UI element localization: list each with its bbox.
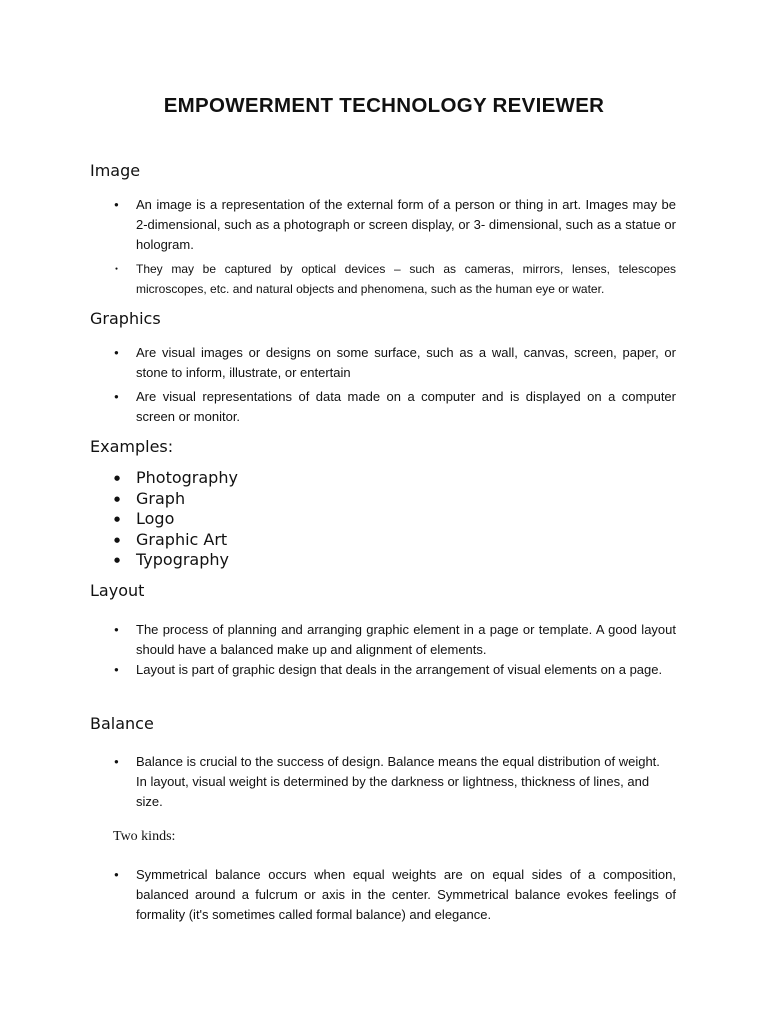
image-bullet-list-2	[0, 259, 676, 299]
list-item: ● Graph	[0, 489, 676, 510]
list-item: ● Typography	[0, 550, 676, 571]
list-item: ● Balance is crucial to the success of design. Balance means the equal distribution of weight. In layout, visual weight is determined by the darkness or lightness, thickness of lines, and size.	[0, 752, 666, 812]
list-item: ● Are visual images or designs on some surface, such as a wall, canvas, screen, paper, or stone to inform, illustrate, or entertain	[0, 343, 676, 383]
examples-list	[0, 468, 676, 571]
heading-balance: Balance	[90, 714, 154, 733]
list-item: ● An image is a representation of the external form of a person or thing in art. Images may be 2-dimensional, such as a photograph or screen display, or 3- dimensional, such as a statue or hologram.	[0, 195, 676, 255]
heading-examples: Examples:	[90, 437, 174, 456]
page-title: EMPOWERMENT TECHNOLOGY REVIEWER	[163, 94, 605, 117]
list-item: ● Are visual representations of data made on a computer and is displayed on a computer screen or monitor.	[0, 387, 676, 427]
list-item: ● Symmetrical balance occurs when equal weights are on equal sides of a composition, balanced around a fulcrum or axis in the center. Symmetrical balance evokes feelings of formality (it's sometimes called formal balance) and elegance.	[0, 865, 676, 925]
balance-bullet-list	[0, 752, 666, 812]
balance-kinds-list	[0, 865, 676, 925]
heading-layout: Layout	[90, 581, 145, 600]
list-item: ● The process of planning and arranging graphic element in a page or template. A good layout should have a balanced make up and alignment of elements.	[0, 620, 676, 660]
list-item: ● Layout is part of graphic design that deals in the arrangement of visual elements on a page.	[0, 660, 676, 680]
list-item: ● Graphic Art	[0, 530, 676, 551]
heading-image: Image	[90, 161, 141, 180]
heading-graphics: Graphics	[90, 309, 161, 328]
list-item: ● They may be captured by optical devices – such as cameras, mirrors, lenses, telescopes microscopes, etc. and natural objects and phenomena, such as the human eye or water.	[0, 259, 676, 299]
graphics-bullet-list	[0, 343, 676, 427]
layout-bullet-list	[0, 620, 676, 680]
two-kinds-note: Two kinds:	[113, 829, 176, 844]
list-item: ● Logo	[0, 509, 676, 530]
list-item: ● Photography	[0, 468, 676, 489]
image-bullet-list	[0, 195, 676, 259]
